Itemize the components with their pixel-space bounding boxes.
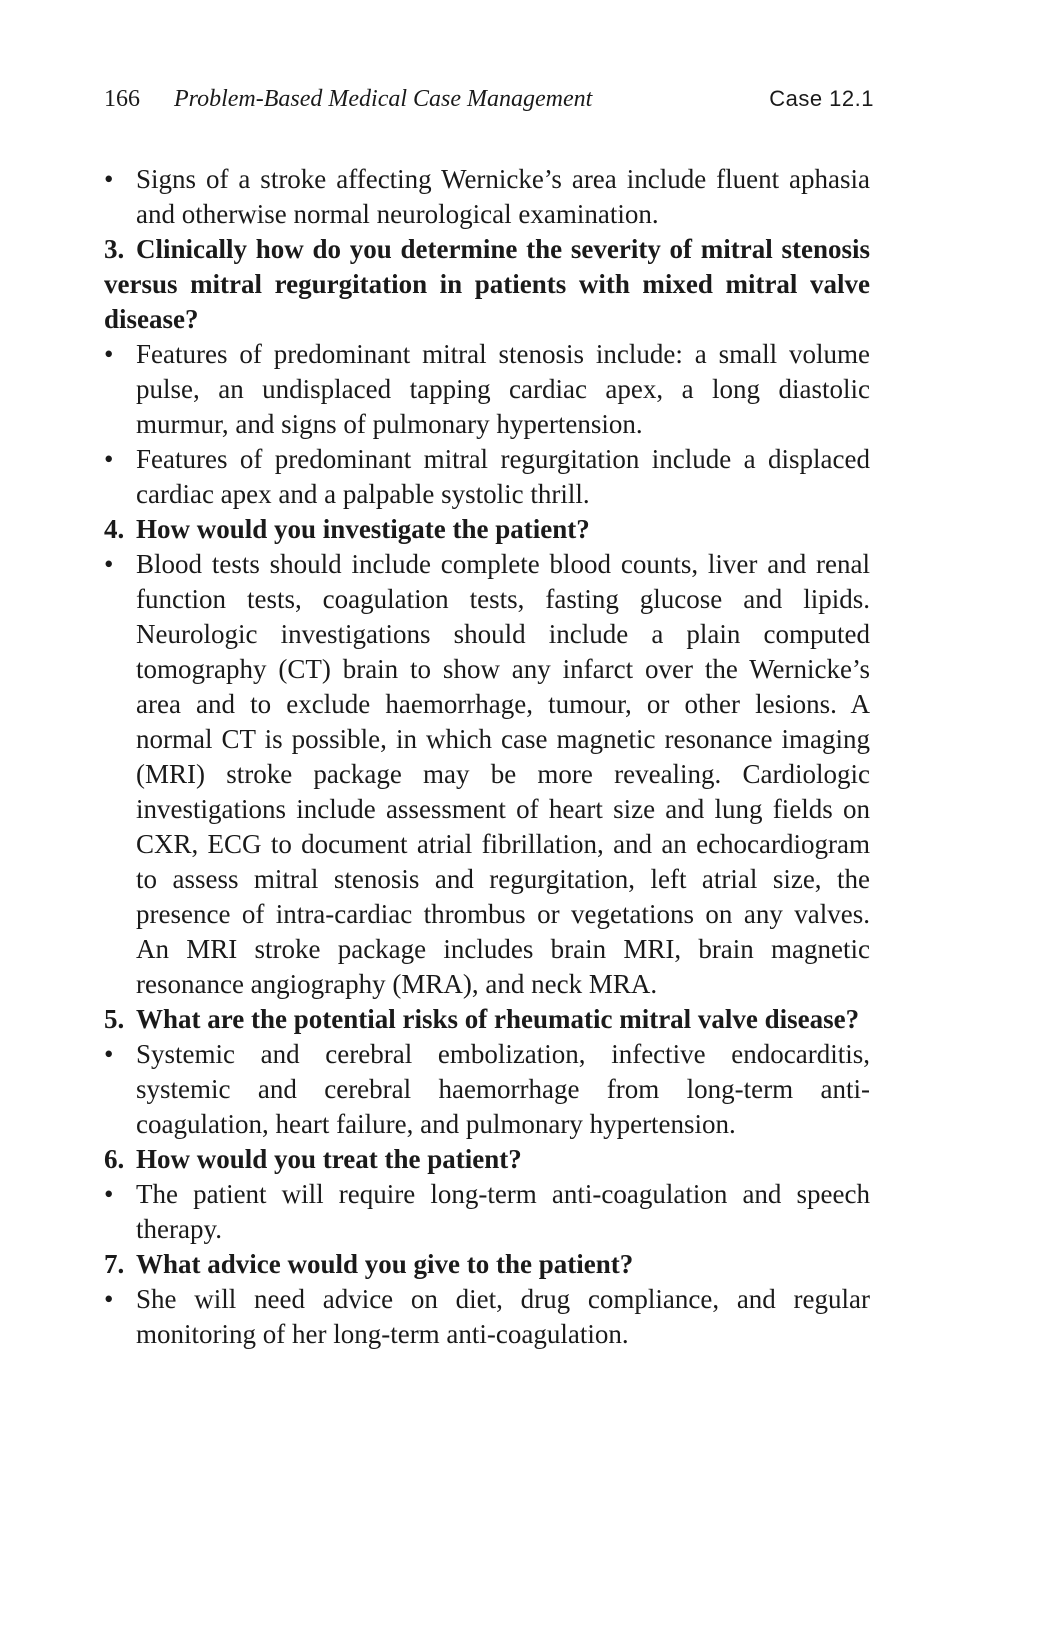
question-text: What are the potential risks of rheumatic mitral valve disease? <box>136 1004 860 1034</box>
bullet-marker: • <box>104 339 114 369</box>
bullet-text: Signs of a stroke affecting Wernicke’s area include fluent aphasia and otherwise normal neurological examination. <box>136 164 870 229</box>
bullet-point <box>104 1037 870 1142</box>
bullet-marker: • <box>104 444 114 474</box>
page-number: 166 <box>104 86 140 112</box>
question-heading <box>104 1002 870 1037</box>
bullet-marker: • <box>104 164 114 194</box>
question-number: 5. <box>104 1004 125 1034</box>
bullet-point <box>104 337 870 442</box>
bullet-point <box>104 162 870 232</box>
question-heading <box>104 232 870 337</box>
question-text: How would you investigate the patient? <box>136 514 590 544</box>
question-number: 7. <box>104 1249 125 1279</box>
bullet-marker: • <box>104 1039 114 1069</box>
question-number: 6. <box>104 1144 125 1174</box>
bullet-point <box>104 1177 870 1247</box>
bullet-text: Features of predominant mitral regurgitation include a displaced cardiac apex and a palpable systolic thrill. <box>136 444 870 509</box>
bullet-text: Features of predominant mitral stenosis include: a small volume pulse, an undisplaced tapping cardiac apex, a long diastolic murmur, and signs of pulmonary hypertension. <box>136 339 870 439</box>
question-text: What advice would you give to the patient? <box>136 1249 634 1279</box>
question-heading <box>104 1247 870 1282</box>
question-heading <box>104 1142 870 1177</box>
question-text: Clinically how do you determine the severity of mitral stenosis versus mitral regurgitation in patients with mixed mitral valve disease? <box>104 234 870 334</box>
case-label: Case 12.1 <box>769 86 874 111</box>
bullet-point <box>104 1282 870 1352</box>
book-title: Problem-Based Medical Case Management <box>174 86 593 112</box>
question-number: 3. <box>104 234 125 264</box>
page-body <box>104 162 870 1352</box>
bullet-marker: • <box>104 1179 114 1209</box>
running-header <box>104 86 874 122</box>
question-number: 4. <box>104 514 125 544</box>
bullet-marker: • <box>104 549 114 579</box>
bullet-text: The patient will require long-term anti-coagulation and speech therapy. <box>136 1179 870 1244</box>
bullet-point <box>104 442 870 512</box>
bullet-text: Blood tests should include complete blood counts, liver and renal function tests, coagulation tests, fasting glucose and lipids. Neurologic investigations should include a plain computed tomography (CT) brain to show any infarct over the Wernicke’s area and to exclude haemorrhage, tumour, or other lesions. A normal CT is possible, in which case magnetic resonance imaging (MRI) stroke package may be more revealing. Cardiologic investigations include assessment of heart size and lung fields on CXR, ECG to document atrial fibrillation, and an echocardiogram to assess mitral stenosis and regurgitation, left atrial size, the presence of intra-cardiac thrombus or vegetations on any valves. An MRI stroke package includes brain MRI, brain magnetic resonance angiography (MRA), and neck MRA. <box>136 549 870 999</box>
bullet-text: Systemic and cerebral embolization, infective endocarditis, systemic and cerebral haemorrhage from long-term anti-coagulation, heart failure, and pulmonary hypertension. <box>136 1039 870 1139</box>
bullet-text: She will need advice on diet, drug compliance, and regular monitoring of her long-term anti-coagulation. <box>136 1284 870 1349</box>
bullet-point <box>104 547 870 1002</box>
question-heading <box>104 512 870 547</box>
question-text: How would you treat the patient? <box>136 1144 522 1174</box>
bullet-marker: • <box>104 1284 114 1314</box>
